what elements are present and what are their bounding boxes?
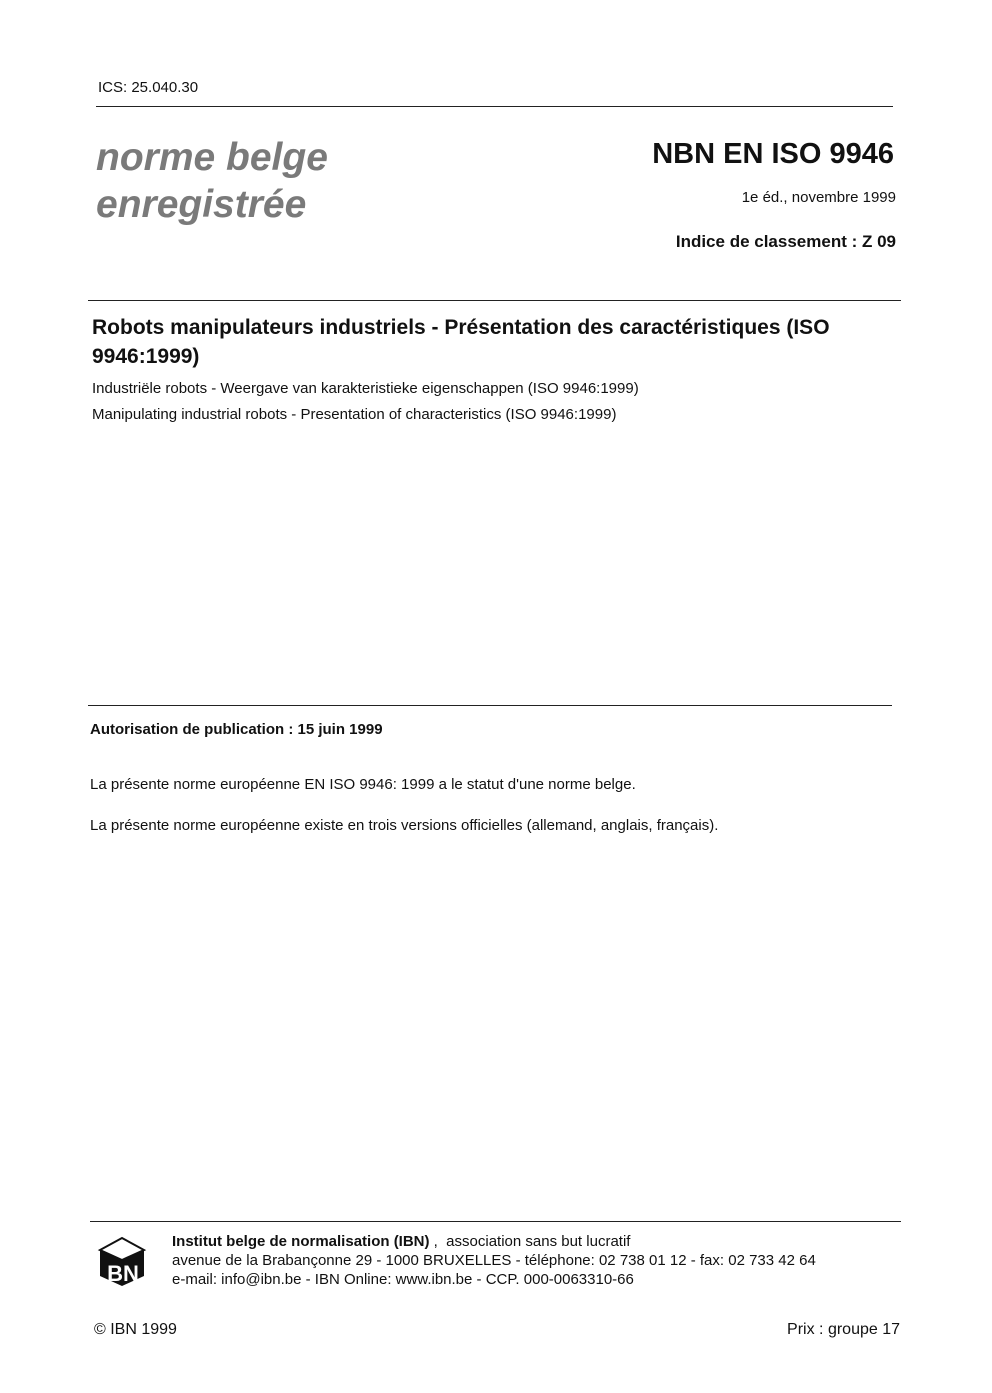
logo-lettering: BN xyxy=(107,1261,139,1286)
versions-paragraph: La présente norme européenne existe en trois versions officielles (allemand, anglais, français). xyxy=(90,817,719,834)
body-divider xyxy=(88,705,892,706)
dutch-title: Industriële robots - Weergave van karakteristieke eigenschappen (ISO 9946:1999) xyxy=(92,380,639,397)
footer-divider xyxy=(90,1221,901,1222)
edition-date: 1e éd., novembre 1999 xyxy=(741,189,896,206)
copyright-notice: © IBN 1999 xyxy=(94,1321,177,1338)
institute-name: Institut belge de normalisation (IBN) xyxy=(172,1233,430,1250)
ibn-logo-icon xyxy=(96,1236,148,1288)
document-number: NBN EN ISO 9946 xyxy=(652,138,894,170)
ics-code: ICS: 25.040.30 xyxy=(98,79,199,96)
price-group: Prix : groupe 17 xyxy=(787,1321,900,1338)
document-title: Robots manipulateurs industriels - Présentation des caractéristiques (ISO 9946:1999) xyxy=(92,316,830,368)
norme-belge-heading: norme belge xyxy=(96,136,328,179)
top-divider xyxy=(96,106,893,107)
institute-address: avenue de la Brabançonne 29 - 1000 BRUXELLES - téléphone: 02 738 01 12 - fax: 02 733 42 64 xyxy=(172,1252,816,1269)
institute-contact: e-mail: info@ibn.be - IBN Online: www.ibn.be - CCP. 000-0063310-66 xyxy=(172,1271,634,1288)
publication-authorization: Autorisation de publication : 15 juin 1999 xyxy=(90,721,383,738)
classification-index: Indice de classement : Z 09 xyxy=(675,232,896,251)
title-divider xyxy=(88,300,901,301)
institute-suffix: , association sans but lucratif xyxy=(429,1233,631,1250)
enregistree-heading: enregistrée xyxy=(96,183,307,226)
institute-line xyxy=(172,1233,630,1250)
english-title: Manipulating industrial robots - Presentation of characteristics (ISO 9946:1999) xyxy=(92,406,617,423)
status-paragraph: La présente norme européenne EN ISO 9946: 1999 a le statut d'une norme belge. xyxy=(90,776,636,793)
